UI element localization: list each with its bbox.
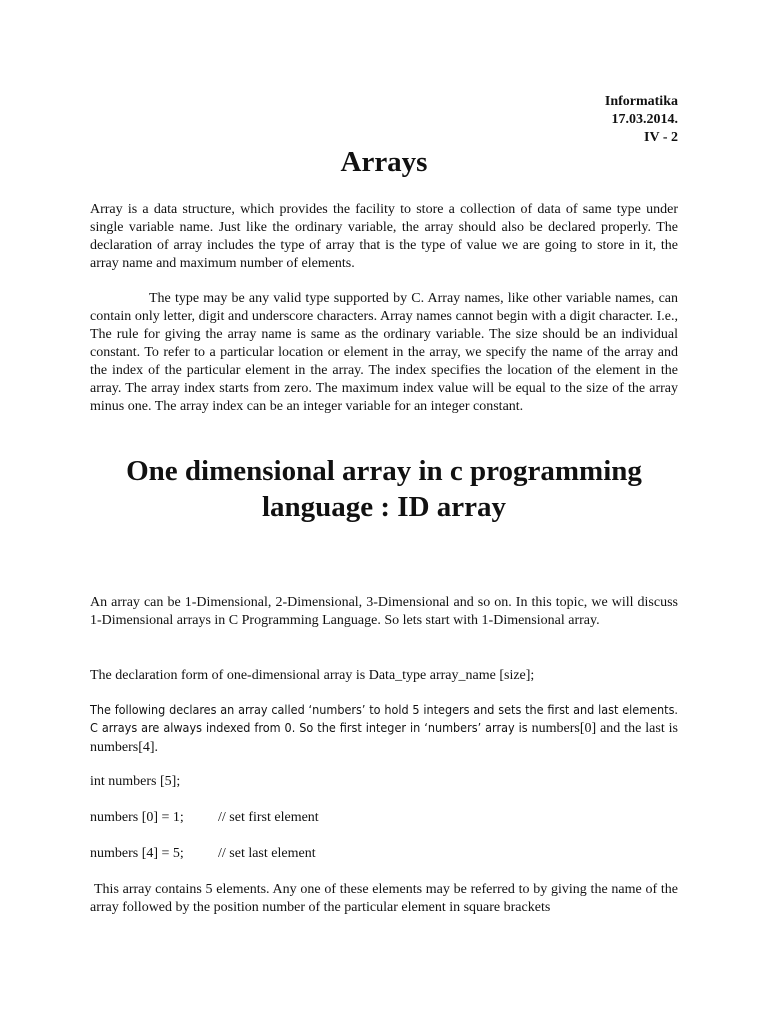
- code-text: numbers [4] = 5;: [90, 846, 184, 861]
- code-line-last-element: [90, 845, 316, 863]
- paragraph-declaration-form: The declaration form of one-dimensional array is Data_type array_name [size];: [90, 668, 535, 683]
- paragraph-elements-reference: This array contains 5 elements. Any one of these elements may be referred to by giving the name of the array followed by the position number of the particular element in square brackets: [90, 882, 678, 915]
- class-label: IV - 2: [644, 130, 678, 145]
- paragraph-intro: Array is a data structure, which provides the facility to store a collection of data of same type under single variable name. Just like the ordinary variable, the array should also be declared properly. The declaration of array includes the type of array that is the type of value we are going to store in it, the array name and maximum number of elements.: [90, 202, 678, 271]
- numbers-example-indices: numbers[0] and the last is numbers[4].: [90, 721, 678, 755]
- document-header: [605, 93, 678, 147]
- code-line-first-element: [90, 809, 319, 827]
- code-line-declaration: [90, 773, 180, 791]
- code-text: numbers [0] = 1;: [90, 810, 184, 825]
- code-comment: // set first element: [218, 810, 319, 825]
- subject-label: Informatika: [604, 94, 678, 109]
- section-heading: One dimensional array in c programming language : ID array: [126, 455, 642, 523]
- code-comment: // set last element: [218, 846, 316, 861]
- paragraph-numbers-example: [90, 701, 678, 757]
- page-title: Arrays: [340, 146, 428, 178]
- paragraph-type-rules: The type may be any valid type supported by C. Array names, like other variable names, can contain only letter, digit and underscore characters. Array names cannot begin with a digit character. I.e., The rule for giving the array name is same as the ordinary variable. The size should be an individual constant. To refer to a particular location or element in the array, we specify the name of the array and the index of the particular element in the array. The index specifies the location of the element in the array. The array index starts from zero. The maximum index value will be equal to the size of the array minus one. The array index can be an integer variable for an integer constant.: [90, 291, 678, 414]
- date-label: 17.03.2014.: [611, 112, 678, 127]
- paragraph-dimensions: An array can be 1-Dimensional, 2-Dimensional, 3-Dimensional and so on. In this topic, we will discuss 1-Dimensional arrays in C Programming Language. So lets start with 1-Dimensional array.: [90, 595, 678, 628]
- code-text: int numbers [5];: [90, 774, 181, 789]
- numbers-example-text: The following declares an array called ‘numbers’ to hold 5 integers and sets the first and last elements. C arrays are always indexed from 0. So the first integer in ‘numbers’ array is: [90, 702, 678, 735]
